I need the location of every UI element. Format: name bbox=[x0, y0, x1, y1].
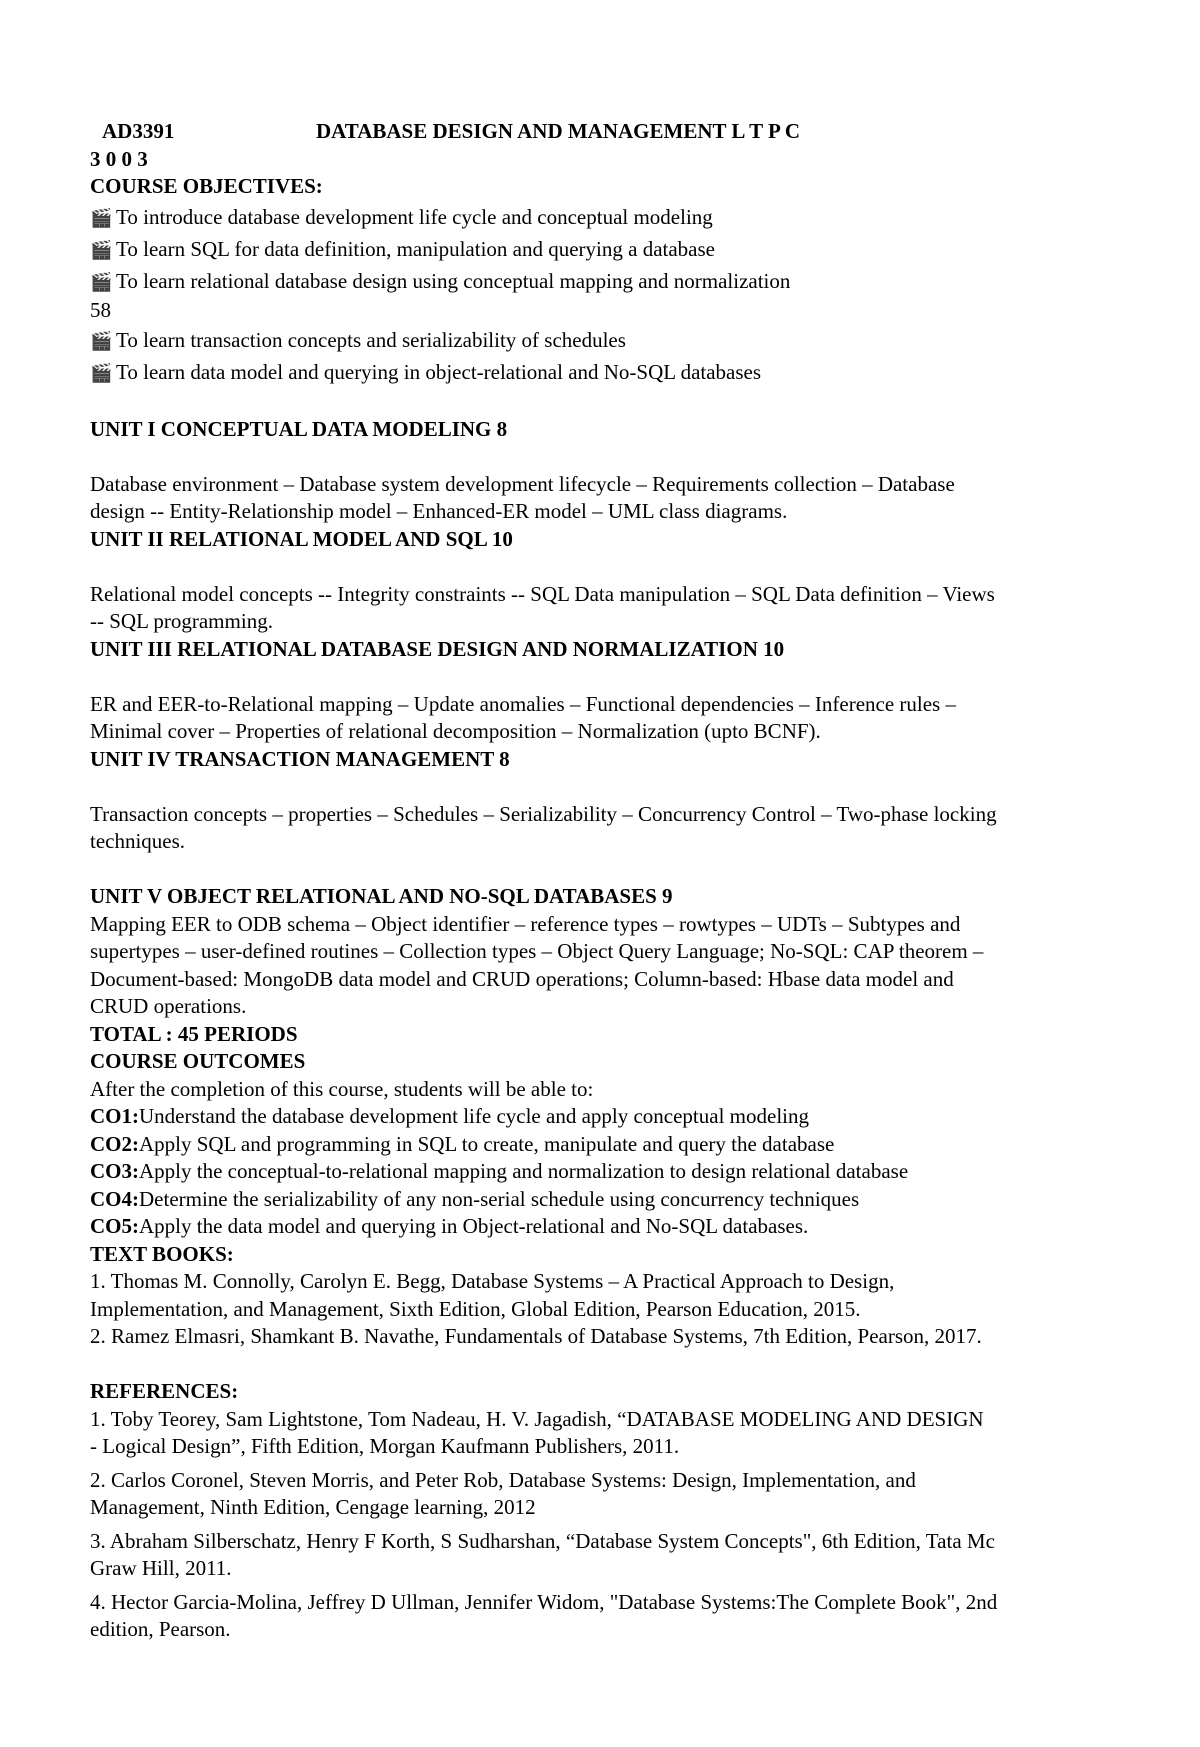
outcomes-heading: COURSE OUTCOMES bbox=[90, 1049, 306, 1073]
unit-content: CRUD operations. bbox=[90, 994, 247, 1018]
outcome-label: CO1: bbox=[90, 1104, 139, 1128]
clapper-icon: 🎬 bbox=[90, 331, 113, 351]
outcome-item: CO2:Apply SQL and programming in SQL to create, manipulate and query the database bbox=[90, 1131, 835, 1156]
objective-item: 🎬 To learn data model and querying in object-relational and No-SQL databases bbox=[90, 356, 1140, 388]
unit-heading: UNIT IV TRANSACTION MANAGEMENT 8 bbox=[90, 746, 510, 771]
outcomes-intro: After the completion of this course, students will be able to: bbox=[90, 1076, 594, 1101]
unit-content: supertypes – user-defined routines – Collection types – Object Query Language; No-SQL: CAP theorem – bbox=[90, 939, 984, 963]
unit-content: techniques. bbox=[90, 829, 186, 853]
unit-content: Document-based: MongoDB data model and CRUD operations; Column-based: Hbase data model and bbox=[90, 966, 954, 991]
unit-content: design -- Entity-Relationship model – Enhanced-ER model – UML class diagrams. bbox=[90, 499, 788, 523]
total-periods: TOTAL : 45 PERIODS bbox=[90, 1021, 298, 1046]
outcome-item: CO3:Apply the conceptual-to-relational mapping and normalization to design relational database bbox=[90, 1159, 909, 1183]
textbook-item: 1. Thomas M. Connolly, Carolyn E. Begg, Database Systems – A Practical Approach to Design, bbox=[90, 1269, 895, 1293]
objective-item: 🎬 To learn transaction concepts and serializability of schedules bbox=[90, 324, 1140, 356]
references-heading: REFERENCES: bbox=[90, 1379, 239, 1403]
unit-heading: UNIT V OBJECT RELATIONAL AND NO-SQL DATABASES 9 bbox=[90, 884, 673, 908]
syllabus-page bbox=[90, 118, 1140, 1650]
unit-content: Transaction concepts – properties – Schedules – Serializability – Concurrency Control – Two-phase locking bbox=[90, 801, 997, 826]
unit-content: Database environment – Database system development lifecycle – Requirements collection – Database bbox=[90, 471, 955, 496]
course-header bbox=[90, 118, 1140, 146]
unit-content: Mapping EER to ODB schema – Object identifier – reference types – rowtypes – UDTs – Subtypes and bbox=[90, 911, 961, 936]
outcome-item: CO4:Determine the serializability of any non-serial schedule using concurrency techniques bbox=[90, 1186, 860, 1211]
clapper-icon: 🎬 bbox=[90, 363, 113, 383]
ltpc-values: 3 0 0 3 bbox=[90, 146, 148, 171]
reference-item: 2. Carlos Coronel, Steven Morris, and Peter Rob, Database Systems: Design, Implementation, and Management, Ninth Edition, Cengage learning, 2012 bbox=[90, 1467, 916, 1519]
course-title: DATABASE DESIGN AND MANAGEMENT L T P C bbox=[316, 119, 801, 143]
unit-heading: UNIT II RELATIONAL MODEL AND SQL 10 bbox=[90, 526, 513, 551]
outcome-label: CO4: bbox=[90, 1186, 139, 1211]
unit-heading: UNIT I CONCEPTUAL DATA MODELING 8 bbox=[90, 416, 508, 441]
outcome-item: CO1:Understand the database development life cycle and apply conceptual modeling bbox=[90, 1104, 810, 1128]
textbooks-heading: TEXT BOOKS: bbox=[90, 1241, 234, 1266]
reference-item: 4. Hector Garcia-Molina, Jeffrey D Ullman, Jennifer Widom, "Database Systems:The Complete Book", 2nd edition, Pearson. bbox=[90, 1589, 998, 1641]
unit-content: -- SQL programming. bbox=[90, 609, 273, 633]
outcome-label: CO2: bbox=[90, 1131, 139, 1156]
objective-item: 🎬 To introduce database development life cycle and conceptual modeling bbox=[90, 201, 1140, 233]
page-number: 58 bbox=[90, 297, 111, 322]
textbook-item: Implementation, and Management, Sixth Edition, Global Edition, Pearson Education, 2015. bbox=[90, 1296, 861, 1321]
outcome-label: CO3: bbox=[90, 1159, 139, 1183]
unit-content: ER and EER-to-Relational mapping – Update anomalies – Functional dependencies – Inference rules – bbox=[90, 691, 956, 716]
outcome-item: CO5:Apply the data model and querying in Object-relational and No-SQL databases. bbox=[90, 1214, 809, 1238]
clapper-icon: 🎬 bbox=[90, 271, 113, 292]
clapper-icon: 🎬 bbox=[90, 239, 113, 260]
unit-content: Relational model concepts -- Integrity constraints -- SQL Data manipulation – SQL Data definition – Views bbox=[90, 581, 995, 606]
unit-heading: UNIT III RELATIONAL DATABASE DESIGN AND NORMALIZATION 10 bbox=[90, 636, 785, 661]
textbook-item: 2. Ramez Elmasri, Shamkant B. Navathe, Fundamentals of Database Systems, 7th Edition, Pearson, 2017. bbox=[90, 1324, 982, 1348]
objectives-heading: COURSE OBJECTIVES: bbox=[90, 174, 323, 198]
clapper-icon: 🎬 bbox=[90, 207, 113, 228]
outcome-label: CO5: bbox=[90, 1214, 139, 1238]
reference-item: 3. Abraham Silberschatz, Henry F Korth, S Sudharshan, “Database System Concepts", 6th Edition, Tata Mc Graw Hill, 2011. bbox=[90, 1528, 995, 1580]
reference-item: 1. Toby Teorey, Sam Lightstone, Tom Nadeau, H. V. Jagadish, “DATABASE MODELING AND DESIGN - Logical Design”, Fifth Edition, Morgan Kaufmann Publishers, 2011. bbox=[90, 1406, 984, 1458]
objective-item: 🎬 To learn relational database design using conceptual mapping and normalization bbox=[90, 265, 1140, 297]
unit-content: Minimal cover – Properties of relational decomposition – Normalization (upto BCNF). bbox=[90, 719, 821, 743]
course-code: AD3391 bbox=[102, 119, 175, 143]
objective-item: 🎬 To learn SQL for data definition, manipulation and querying a database bbox=[90, 233, 1140, 265]
